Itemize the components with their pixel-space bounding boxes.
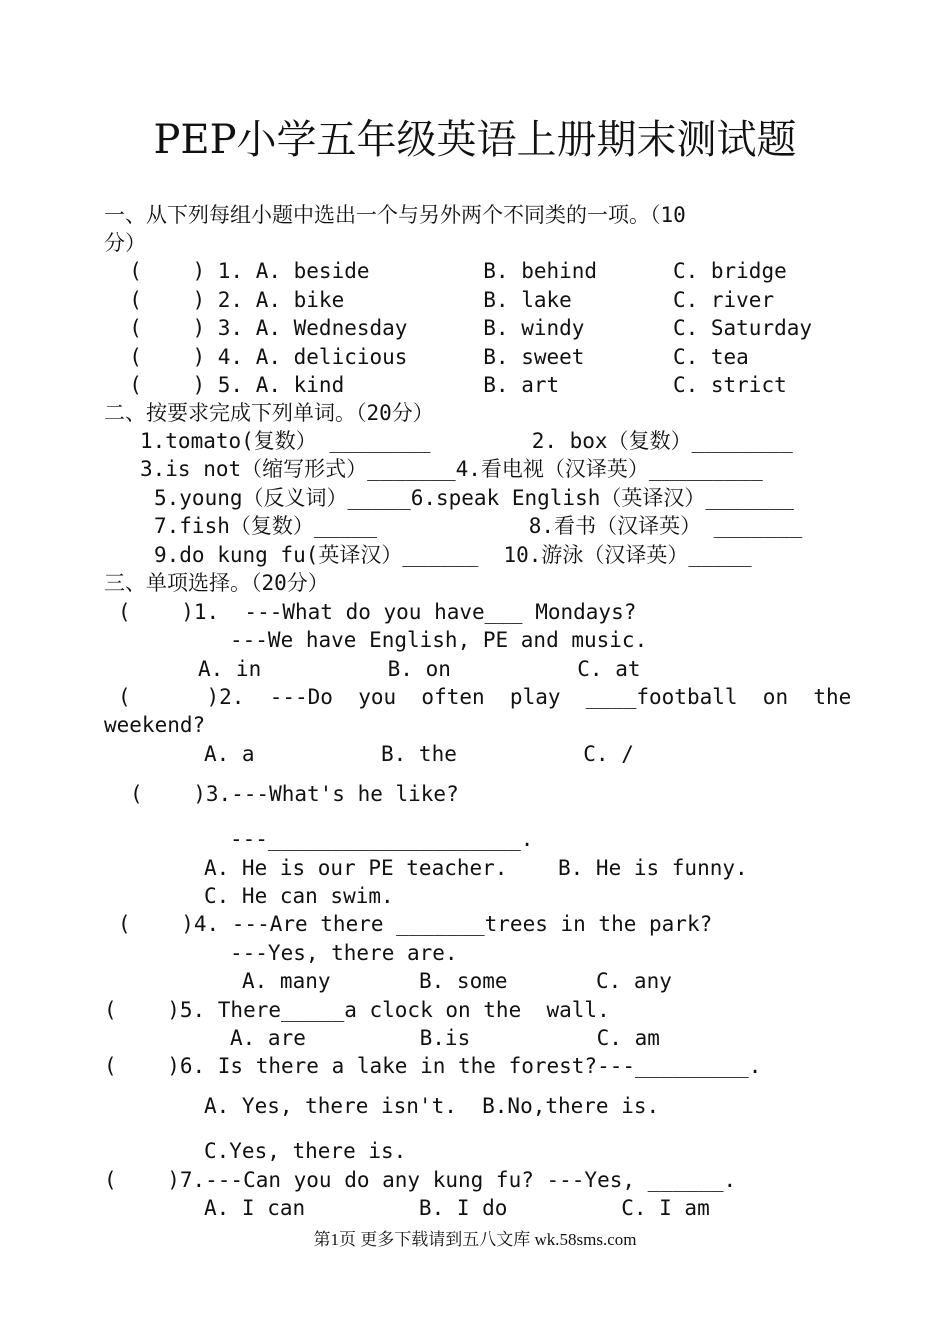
options-line: C. He can swim. (204, 884, 394, 908)
page-footer: 第1页 更多下载请到五八文库 wk.58sms.com (313, 1230, 637, 1249)
options-line: A. in B. on C. at (198, 657, 641, 681)
question-line: ( )6. Is there a lake in the forest?---_________. (104, 1054, 762, 1078)
options-line: A. He is our PE teacher. B. He is funny. (204, 856, 748, 880)
question-line: ( )4. ---Are there _______trees in the park? (118, 912, 713, 936)
section-2-heading: 二、按要求完成下列单词。（20分） (104, 401, 434, 425)
question-line: ( ) 1. A. beside B. behind C. bridge (104, 259, 787, 283)
page-title: PEP小学五年级英语上册期末测试题 (153, 117, 797, 163)
question-line: ( )2. ---Do you often play ____football on the (118, 685, 852, 709)
options-line: A. are B.is C. am (230, 1026, 660, 1050)
question-line-cont: weekend? (104, 713, 206, 737)
answer-line: ---We have English, PE and music. (230, 628, 648, 652)
question-line: ( ) 3. A. Wednesday B. windy C. Saturday (104, 316, 813, 340)
question-line: ( ) 5. A. kind B. art C. strict (104, 373, 787, 397)
question-line: ( )5. There_____a clock on the wall. (104, 998, 610, 1022)
word-task-line: 3.is not（缩写形式）_______4.看电视（汉译英）_________ (140, 457, 763, 481)
question-line: ( )1. ---What do you have___ Mondays? (118, 600, 637, 624)
question-line: ( )7.---Can you do any kung fu? ---Yes, ______. (104, 1168, 737, 1192)
question-line: ( )3.---What's he like? (130, 782, 459, 806)
question-line: ( ) 2. A. bike B. lake C. river (104, 288, 775, 312)
options-line: A. I can B. I do C. I am (204, 1196, 710, 1220)
options-line: C.Yes, there is. (204, 1139, 407, 1163)
word-task-line: 9.do kung fu(英译汉）______ 10.游泳（汉译英）_____ (154, 543, 752, 567)
word-task-line: 7.fish（复数）_____ 8.看书（汉译英） _______ (154, 514, 803, 538)
section-1-heading: 一、从下列每组小题中选出一个与另外两个不同类的一项。（10 (104, 203, 686, 227)
options-line: A. a B. the C. / (204, 742, 634, 766)
answer-line: ---Yes, there are. (230, 941, 458, 965)
options-line: A. many B. some C. any (242, 969, 672, 993)
options-line: A. Yes, there isn't. B.No,there is. (204, 1094, 660, 1118)
section-1-heading-cont: 分） (104, 231, 146, 255)
section-3-heading: 三、单项选择。（20分） (104, 571, 329, 595)
word-task-line: 1.tomato(复数） ________ 2. box（复数）________ (140, 429, 793, 453)
word-task-line: 5.young（反义词）_____6.speak English（英译汉）_______ (154, 486, 794, 510)
question-line: ( ) 4. A. delicious B. sweet C. tea (104, 345, 749, 369)
answer-blank: ---____________________. (230, 827, 534, 851)
